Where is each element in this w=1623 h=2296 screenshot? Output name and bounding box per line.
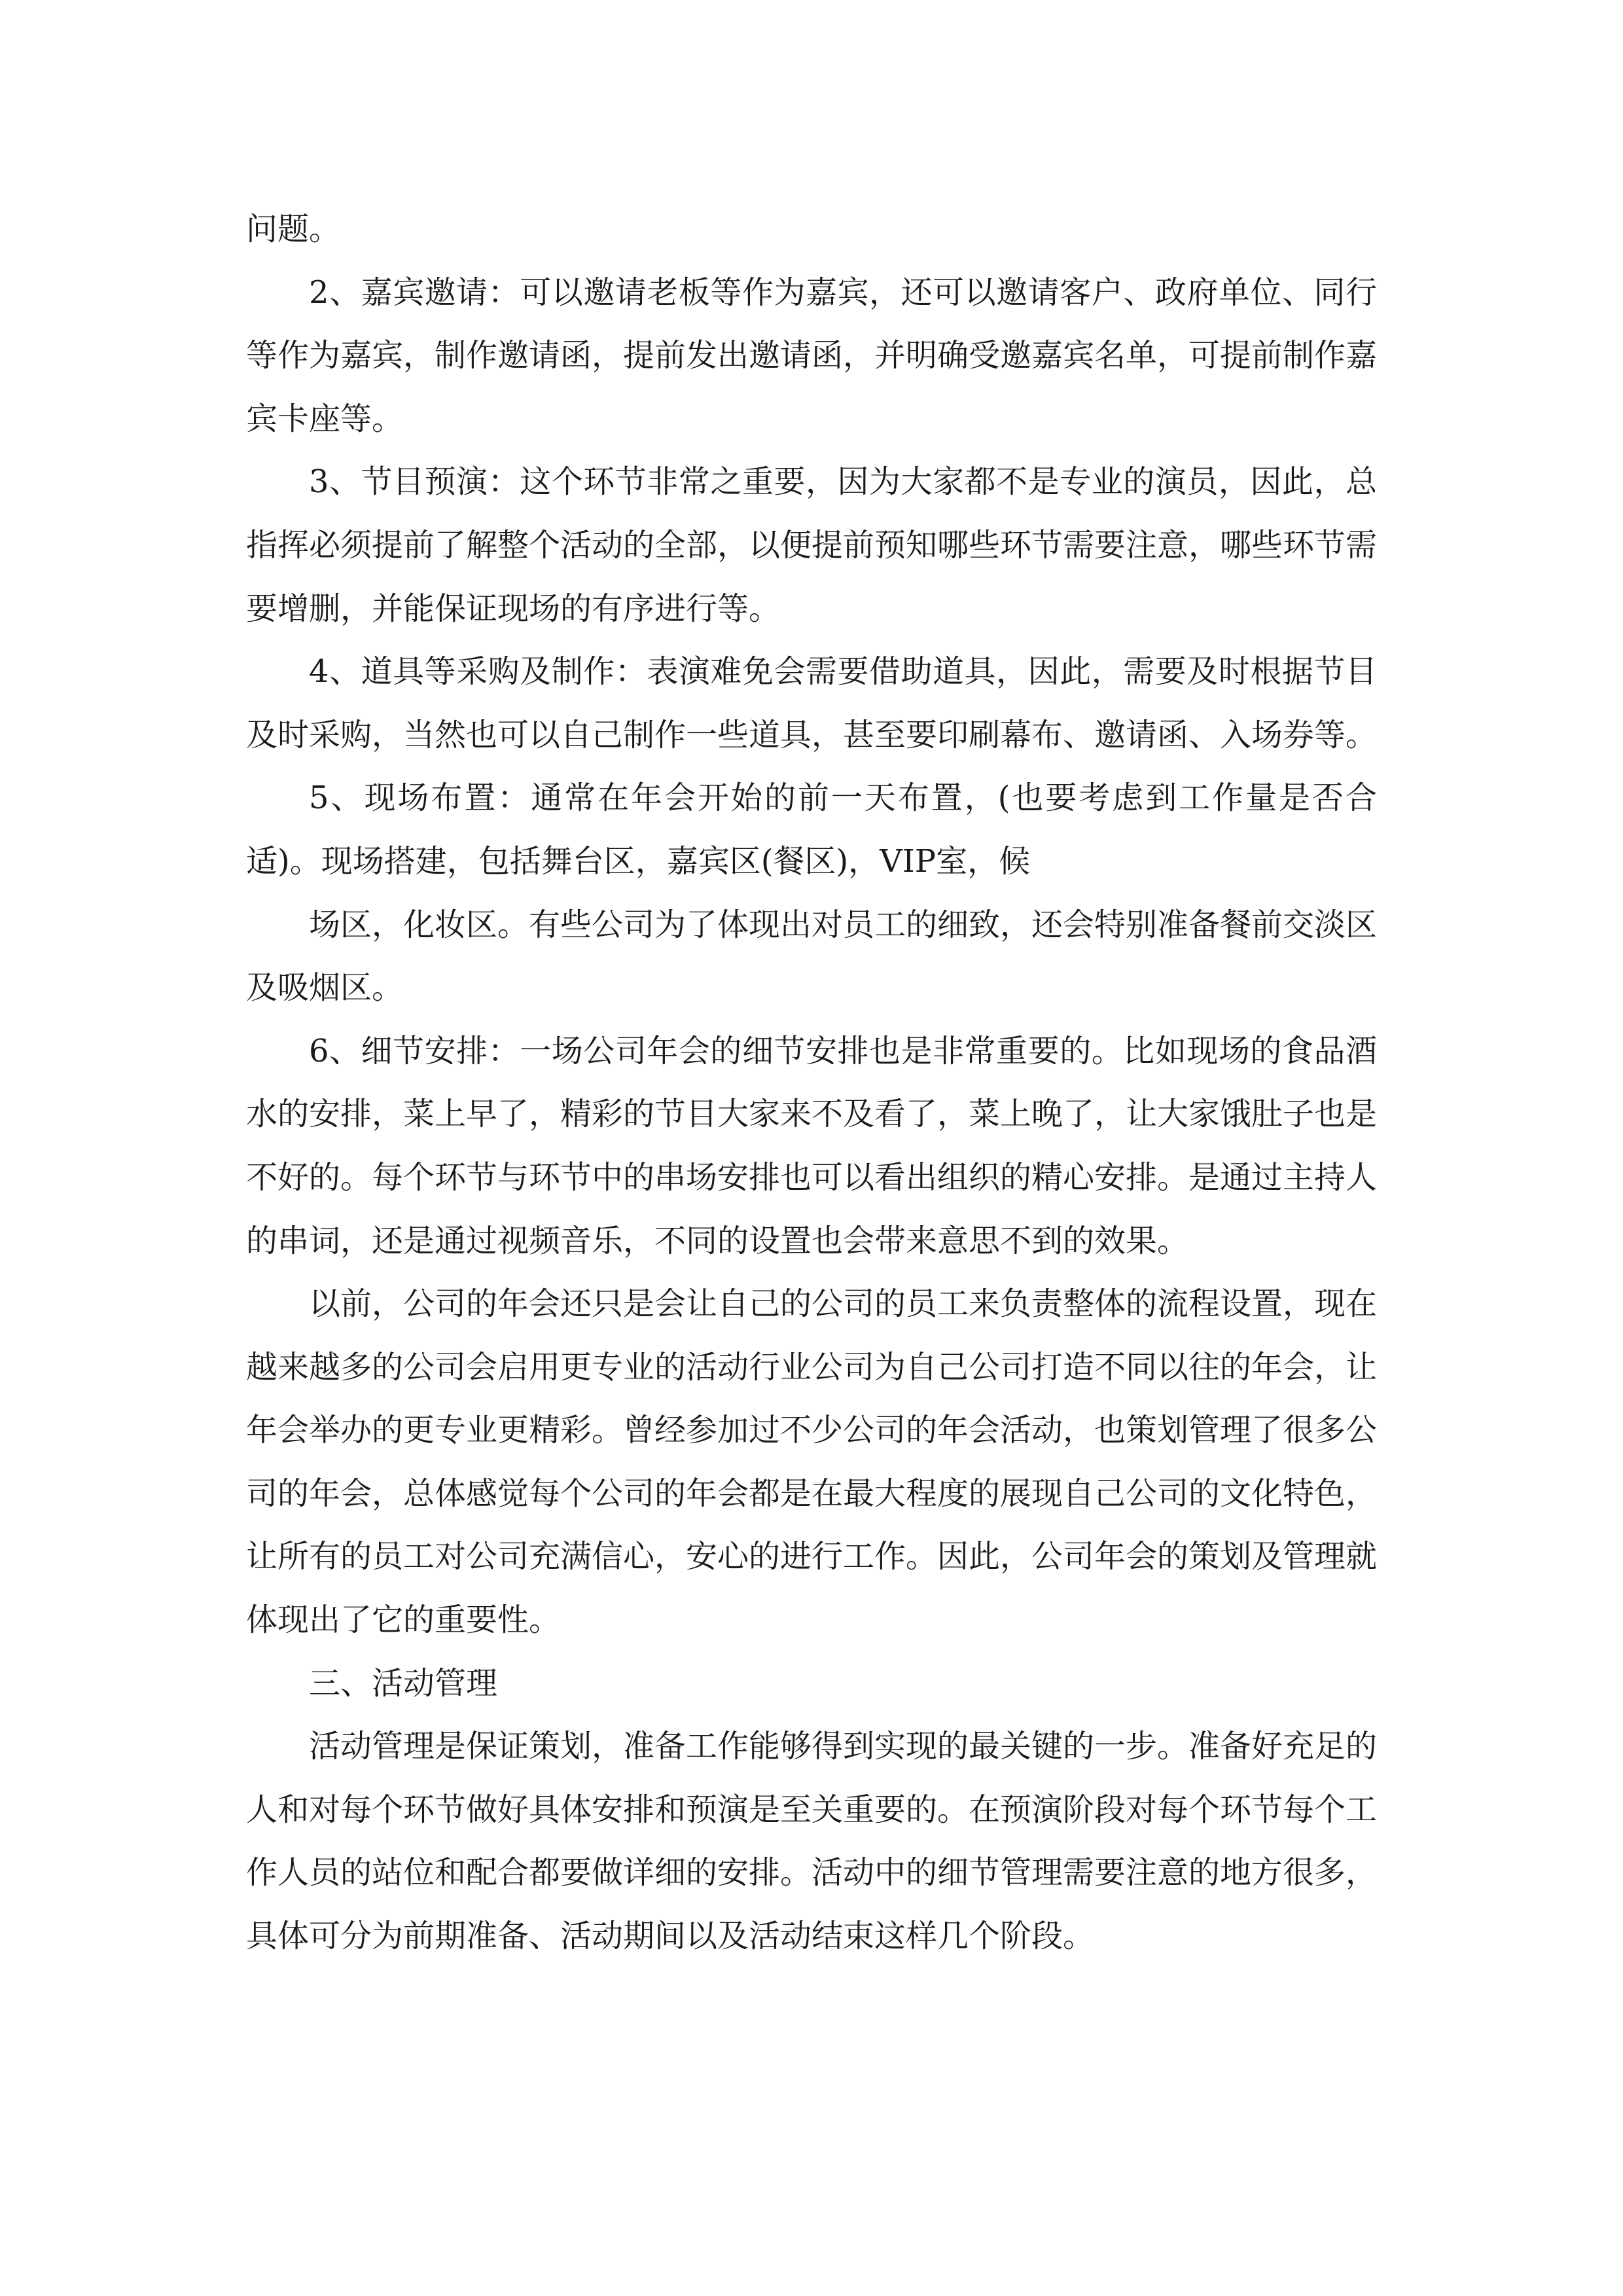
paragraph-activity-management: 活动管理是保证策划，准备工作能够得到实现的最关键的一步。准备好充足的人和对每个环节做好具体安排和预演是至关重要的。在预演阶段对每个环节每个工作人员的站位和配合都要做详细的安排。活动中的细节管理需要注意的地方很多，具体可分为前期准备、活动期间以及活动结束这样几个阶段。 [246,1728,1378,1955]
paragraph-program-rehearsal: 3、节目预演：这个环节非常之重要，因为大家都不是专业的演员，因此，总指挥必须提前了解整个活动的全部，以便提前预知哪些环节需要注意，哪些环节需要增删，并能保证现场的有序进行等。 [246,463,1378,627]
paragraph-detail-arrangement: 6、细节安排：一场公司年会的细节安排也是非常重要的。比如现场的食品酒水的安排，菜上早了，精彩的节目大家来不及看了，菜上晚了，让大家饿肚子也是不好的。每个环节与环节中的串场安排也可以看出组织的精心安排。是通过主持人的串词，还是通过视频音乐，不同的设置也会带来意思不到的效果。 [246,1032,1378,1259]
paragraph-venue-setup: 5、现场布置：通常在年会开始的前一天布置，(也要考虑到工作量是否合适)。现场搭建，包括舞台区，嘉宾区(餐区)，VIP室，候 [246,780,1377,880]
paragraph-guest-invitation: 2、嘉宾邀请：可以邀请老板等作为嘉宾，还可以邀请客户、政府单位、同行等作为嘉宾，制作邀请函，提前发出邀请函，并明确受邀嘉宾名单，可提前制作嘉宾卡座等。 [246,274,1378,437]
paragraph-continuation: 问题。 [246,211,341,247]
section-heading-activity-management: 三、活动管理 [309,1664,498,1702]
document-body [246,198,1377,1968]
paragraph-venue-areas: 场区，化妆区。有些公司为了体现出对员工的细致，还会特别准备餐前交淡区及吸烟区。 [246,906,1378,1007]
paragraph-props-procurement: 4、道具等采购及制作：表演难免会需要借助道具，因此，需要及时根据节目及时采购，当然也可以自己制作一些道具，甚至要印刷幕布、邀请函、入场券等。 [246,653,1378,753]
paragraph-annual-meeting-importance: 以前，公司的年会还只是会让自己的公司的员工来负责整体的流程设置，现在越来越多的公司会启用更专业的活动行业公司为自己公司打造不同以往的年会，让年会举办的更专业更精彩。曾经参加过不少公司的年会活动，也策划管理了很多公司的年会，总体感觉每个公司的年会都是在最大程度的展现自己公司的文化特色，让所有的员工对公司充满信心，安心的进行工作。因此，公司年会的策划及管理就体现出了它的重要性。 [246,1285,1378,1639]
